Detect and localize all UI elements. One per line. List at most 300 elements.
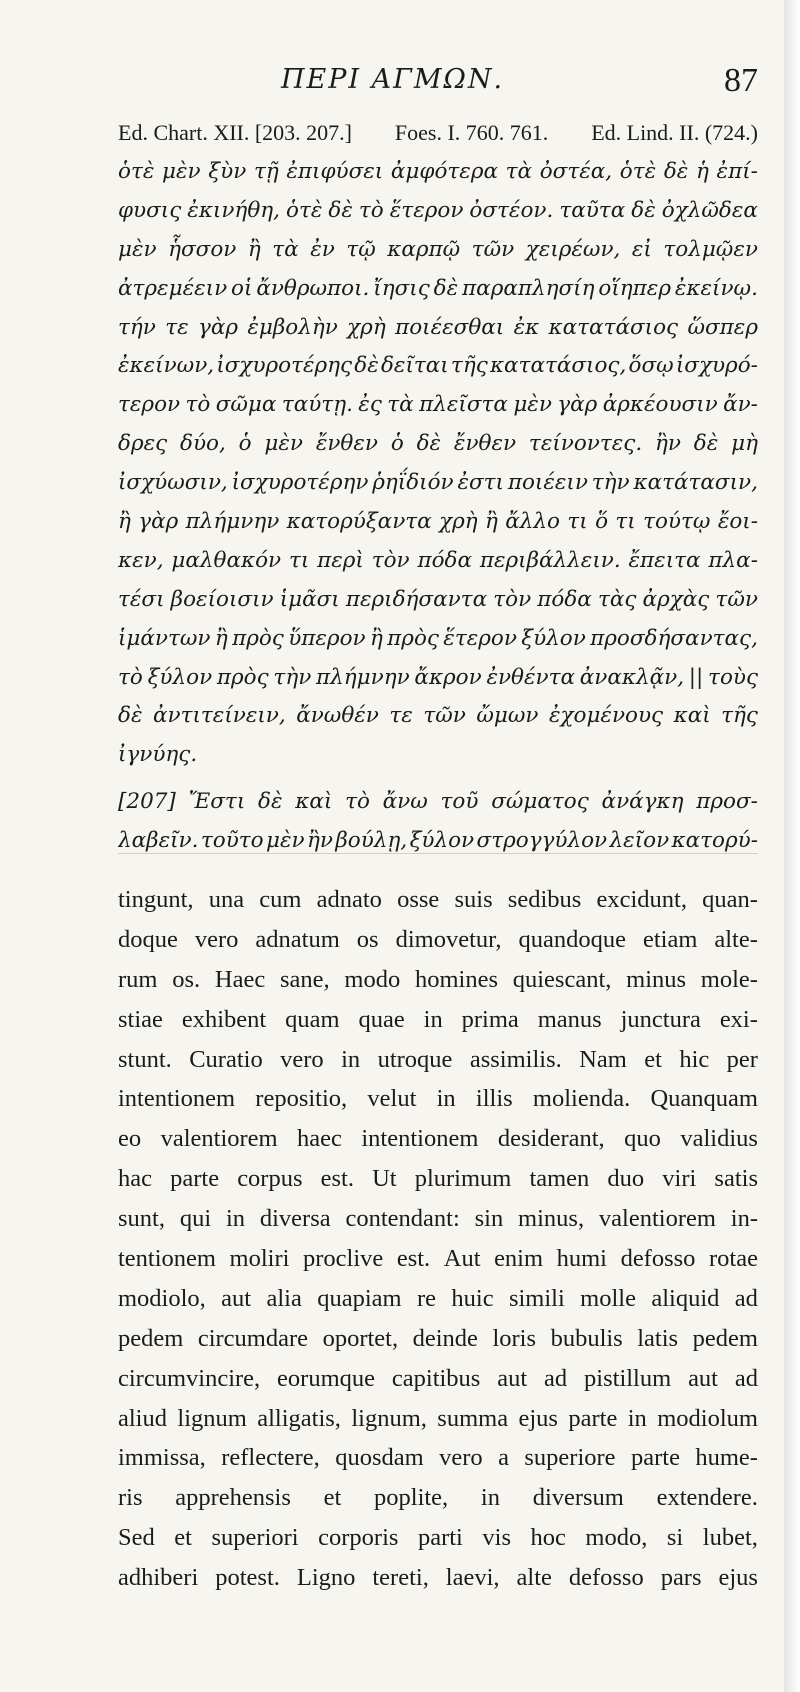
greek-text-line xyxy=(118,542,758,581)
word: ἀνακλᾷν, xyxy=(579,664,685,690)
word: hic xyxy=(679,1045,710,1073)
word: [207] xyxy=(118,789,176,814)
word: τῶν xyxy=(715,586,758,612)
greek-text-line xyxy=(118,153,758,192)
word: ὁ xyxy=(390,431,404,457)
word: vero xyxy=(439,1444,483,1472)
word: ἀρκέουσιν xyxy=(602,392,718,418)
word: huic xyxy=(451,1284,494,1312)
word: poplite, xyxy=(374,1484,449,1512)
word: adnato xyxy=(316,886,382,913)
word: ἀτρεμέειν xyxy=(118,275,228,301)
word: oportet, xyxy=(322,1324,399,1352)
word: excidunt, xyxy=(596,886,687,913)
word: τῆς xyxy=(721,703,758,729)
word: σῶμα xyxy=(215,392,277,418)
word: tamen xyxy=(529,1165,590,1193)
word: stunt. xyxy=(118,1045,172,1073)
word: desiderant, xyxy=(497,1125,605,1153)
word: τοὺς xyxy=(708,664,758,690)
word: χειρέων, xyxy=(525,236,621,262)
word: ἰσχυροτέρης xyxy=(216,353,353,379)
word: quosdam xyxy=(335,1444,424,1472)
word: τείνοντες. xyxy=(528,431,643,457)
word: Aut xyxy=(443,1245,481,1273)
word: ἢ xyxy=(369,625,383,651)
word: alte xyxy=(516,1564,552,1592)
word: qui xyxy=(179,1205,212,1233)
word: simili xyxy=(508,1284,565,1312)
word: ξὺν xyxy=(208,159,247,184)
word: ποιέειν xyxy=(507,470,588,496)
word: ὅ xyxy=(595,509,609,535)
word: aut xyxy=(688,1364,718,1392)
word: ἐνθέντα xyxy=(486,664,576,690)
word: ἐκείνῳ. xyxy=(674,275,758,301)
latin-text-line xyxy=(118,1319,758,1359)
word: ἐν xyxy=(310,236,335,262)
word: δὲ xyxy=(328,197,353,223)
word: a xyxy=(498,1444,509,1472)
word: ris xyxy=(118,1484,143,1512)
word: quiescant, xyxy=(512,965,612,993)
greek-text-line xyxy=(118,620,758,659)
word: minus, xyxy=(518,1205,585,1233)
greek-text-line xyxy=(118,231,758,270)
word: latis xyxy=(637,1324,679,1352)
word: τὴν xyxy=(273,664,312,690)
word: ἢ xyxy=(247,236,261,262)
word: χρὴ xyxy=(439,509,478,535)
greek-text-line xyxy=(118,464,758,503)
word: βούλῃ, xyxy=(335,828,408,853)
word: τῆς xyxy=(450,353,488,379)
word: τε xyxy=(165,314,189,340)
word: parti xyxy=(417,1524,463,1552)
word: ἐστι xyxy=(457,470,504,496)
word: corporis xyxy=(318,1524,399,1552)
word: τε xyxy=(389,703,413,729)
word: exi- xyxy=(719,1005,758,1033)
word: re xyxy=(416,1284,437,1312)
word: bubulis xyxy=(550,1324,623,1352)
word: ὕπερον xyxy=(288,625,366,651)
word: parte xyxy=(630,1444,680,1472)
word: lignum, xyxy=(351,1404,427,1432)
word: δὲ xyxy=(663,159,689,184)
word: reflectere, xyxy=(221,1444,320,1472)
word: ὁτὲ xyxy=(118,159,155,184)
word: κατάτασιν, xyxy=(633,470,758,496)
word: dimovetur, xyxy=(395,925,502,953)
word: τοῦτο xyxy=(200,828,264,853)
word: ῥηΐδιόν xyxy=(372,470,454,496)
word: ἐκινήθη, xyxy=(187,197,280,223)
word: aut xyxy=(221,1284,252,1312)
latin-text-line xyxy=(118,1279,758,1319)
word: ἢ xyxy=(214,625,228,651)
word: || xyxy=(688,664,704,690)
word: οἵηπερ xyxy=(598,275,671,301)
word: μὲν xyxy=(118,236,157,262)
word: περὶ xyxy=(317,547,364,573)
word: χρὴ xyxy=(347,314,386,340)
word: tingunt, xyxy=(118,886,194,913)
word: ad xyxy=(544,1364,568,1392)
word: capitibus xyxy=(391,1364,481,1392)
word: os. xyxy=(172,965,201,993)
word: δὲ xyxy=(258,789,283,814)
word: ἱμᾶσι xyxy=(279,586,340,612)
word: τὸν xyxy=(493,586,532,612)
word: τῶν xyxy=(471,236,515,262)
word: ἄνθρωποι. xyxy=(256,275,370,301)
word: τὸ xyxy=(358,197,384,223)
latin-text-line xyxy=(118,1000,758,1040)
word: γὰρ xyxy=(197,314,238,340)
word: aut xyxy=(497,1364,528,1392)
word: Curatio xyxy=(189,1045,263,1073)
word: osse xyxy=(397,886,440,913)
word: modiolum xyxy=(657,1404,758,1432)
word: ὅσῳ xyxy=(628,353,674,379)
word: vero xyxy=(280,1045,324,1073)
word: δὲ xyxy=(433,275,459,301)
word: et xyxy=(644,1045,662,1073)
word: τὴν xyxy=(591,470,630,496)
word: τῷ xyxy=(346,236,376,262)
greek-text-line xyxy=(118,581,758,620)
word: quam xyxy=(285,1005,340,1033)
word: μὲν xyxy=(266,828,305,853)
word: μὲν xyxy=(162,159,201,184)
word: ἐκ xyxy=(513,314,540,340)
word: quapiam xyxy=(317,1284,402,1312)
page-edge xyxy=(784,0,800,1692)
word: βοείοισιν xyxy=(170,586,274,612)
word: potest. xyxy=(215,1564,280,1592)
word: ὁτὲ xyxy=(286,197,323,223)
word: etiam xyxy=(642,925,698,953)
word: Nam xyxy=(579,1045,627,1073)
word: πρὸς xyxy=(232,625,284,651)
word: τολμῷεν xyxy=(663,236,758,262)
greek-section-207 xyxy=(118,782,758,860)
word: in xyxy=(341,1045,361,1073)
page-header xyxy=(118,58,758,108)
word: περιδήσαντα xyxy=(345,586,488,612)
latin-text-line xyxy=(118,1199,758,1239)
word: ἄνω xyxy=(382,789,428,814)
word: eo xyxy=(118,1125,142,1153)
word: ἡ xyxy=(695,159,709,184)
word: τοῦ xyxy=(440,789,479,814)
word: δὲ xyxy=(416,431,442,457)
latin-text-line xyxy=(118,1359,758,1399)
word: κατατάσιος xyxy=(548,314,679,340)
word: valentiorem xyxy=(598,1205,716,1233)
word: doque xyxy=(118,925,178,953)
word: καὶ xyxy=(673,703,711,729)
word: πρὸς xyxy=(216,664,269,690)
greek-text-line xyxy=(118,697,758,736)
word: κεν, xyxy=(118,547,164,573)
word: πόδα xyxy=(537,586,592,612)
word: ἧσσον xyxy=(168,236,237,262)
word: rum xyxy=(118,965,158,993)
word: τήν xyxy=(118,314,156,340)
word: diversa xyxy=(259,1205,331,1233)
word: ἢ xyxy=(485,509,498,535)
word: ξύλον xyxy=(521,625,586,651)
word: ἐκείνων, xyxy=(118,353,215,379)
word: ποιέεσθαι xyxy=(395,314,505,340)
word: modo, xyxy=(585,1524,648,1552)
word: τὰ xyxy=(272,236,299,262)
word: modo xyxy=(344,965,401,993)
word: οἱ xyxy=(231,275,253,301)
greek-text-line xyxy=(118,503,758,542)
word: satis xyxy=(714,1165,758,1193)
word: duo xyxy=(607,1165,645,1193)
word: sin xyxy=(474,1205,504,1233)
word: stiae xyxy=(118,1005,163,1033)
greek-text-line xyxy=(118,736,758,775)
word: rotae xyxy=(708,1245,758,1273)
latin-text-line xyxy=(118,920,758,960)
word: apprehensis xyxy=(175,1484,291,1512)
word: τι xyxy=(567,509,588,535)
word: τὸν xyxy=(371,547,410,573)
word: τῇ xyxy=(253,159,279,184)
word: moliri xyxy=(229,1245,290,1273)
latin-text-line xyxy=(118,1040,758,1080)
word: κατορύ- xyxy=(671,828,758,853)
word: quo xyxy=(624,1125,661,1153)
word: pedem xyxy=(692,1324,758,1352)
word: τὰ xyxy=(387,392,414,418)
word: ἄνωθέν xyxy=(296,703,379,729)
word: molle xyxy=(580,1284,636,1312)
word: manus xyxy=(537,1005,602,1033)
word: ταύτῃ. xyxy=(281,392,353,418)
word: illis xyxy=(475,1085,513,1113)
word: ἀρχὰς xyxy=(642,586,710,612)
word: alligatis, xyxy=(257,1404,341,1432)
word: in- xyxy=(730,1205,758,1233)
word: περιβάλλειν. xyxy=(479,547,621,573)
edition-chart-ref: Ed. Chart. XII. [203. 207.] xyxy=(118,120,353,145)
greek-text-line xyxy=(118,782,758,821)
word: mole- xyxy=(700,965,758,993)
word: defosso xyxy=(568,1564,644,1592)
word: ὥσπερ xyxy=(687,314,758,340)
word: laevi, xyxy=(445,1564,500,1592)
word: velut xyxy=(367,1085,417,1113)
latin-text-line xyxy=(118,1399,758,1439)
word: ἐς xyxy=(358,392,382,418)
word: validius xyxy=(680,1125,758,1153)
word: si xyxy=(666,1524,684,1552)
word: vero xyxy=(194,925,239,953)
word: τὰ xyxy=(505,159,533,184)
column-divider xyxy=(118,853,758,854)
word: ἕτερον xyxy=(443,625,517,651)
word: δεῖται xyxy=(380,353,449,379)
edition-lind-ref: Ed. Lind. II. (724.) xyxy=(591,120,758,145)
word: τούτῳ xyxy=(643,509,711,535)
word: τι xyxy=(615,509,636,535)
word: ὀστέα, xyxy=(539,159,613,184)
word: una xyxy=(208,886,245,913)
word: exhibent xyxy=(181,1005,267,1033)
word: hoc xyxy=(530,1524,566,1552)
word: est. xyxy=(320,1165,354,1193)
word: et xyxy=(174,1524,192,1552)
word: ξύλον xyxy=(147,664,213,690)
word: ἄκρον xyxy=(414,664,482,690)
word: in xyxy=(423,1005,443,1033)
word: ad xyxy=(734,1284,758,1312)
word: μὴ xyxy=(731,431,758,457)
word: δὲ xyxy=(354,353,379,379)
word: δύο, xyxy=(180,431,226,457)
word: tentionem xyxy=(118,1245,216,1273)
word: ἢ xyxy=(118,509,131,535)
word: alte- xyxy=(714,925,758,953)
word: in xyxy=(225,1205,246,1233)
word: σώματος xyxy=(491,789,589,814)
word: corpus xyxy=(237,1165,303,1193)
word: suis xyxy=(454,886,493,913)
word: superiore xyxy=(524,1444,616,1472)
word: in xyxy=(436,1085,456,1113)
latin-text-line xyxy=(118,1079,758,1119)
word: loris xyxy=(492,1324,537,1352)
word: ἐπί- xyxy=(716,159,758,184)
word: diversum xyxy=(532,1484,624,1512)
word: δρες xyxy=(118,431,168,457)
word: ἰσχύωσιν, xyxy=(118,470,228,496)
word: ὀστέον. xyxy=(469,197,554,223)
word: ejus xyxy=(718,1564,758,1592)
word: εἰ xyxy=(631,236,652,262)
word: τέσι xyxy=(118,586,165,612)
word: os xyxy=(356,925,379,953)
latin-text-line xyxy=(118,1119,758,1159)
word: ἔοι- xyxy=(717,509,758,535)
greek-text-line xyxy=(118,192,758,231)
word: δὲ xyxy=(631,197,656,223)
latin-text-line xyxy=(118,880,758,920)
word: ἄλλο xyxy=(505,509,560,535)
greek-text-block xyxy=(118,153,758,775)
word: προσδήσαντας, xyxy=(590,625,758,651)
word: pedem xyxy=(118,1324,184,1352)
word: Quanquam xyxy=(650,1085,758,1113)
word: τι xyxy=(288,547,310,573)
word: τὸ xyxy=(185,392,211,418)
word: pistillum xyxy=(584,1364,672,1392)
word: repositio, xyxy=(255,1085,348,1113)
word: ἀμφότερα xyxy=(390,159,498,184)
latin-text-line xyxy=(118,1159,758,1199)
word: λαβεῖν. xyxy=(118,828,199,853)
word: quandoque xyxy=(518,925,626,953)
word: ἢν xyxy=(307,828,333,853)
word: ἔπειτα xyxy=(628,547,701,573)
word: tereti, xyxy=(372,1564,429,1592)
word: parte xyxy=(568,1404,618,1432)
word: μὲν xyxy=(513,392,552,418)
greek-text-line xyxy=(118,659,758,698)
word: ὤμων xyxy=(476,703,539,729)
word: cum xyxy=(259,886,302,913)
word: junctura xyxy=(620,1005,701,1033)
greek-text-line xyxy=(118,425,758,464)
word: est. xyxy=(396,1245,431,1273)
word: ἐχομένους xyxy=(548,703,664,729)
word: λεῖον xyxy=(609,828,670,853)
word: per xyxy=(726,1045,758,1073)
word: ἰσχυροτέρην xyxy=(231,470,369,496)
word: ἕτερον xyxy=(389,197,464,223)
running-title: ΠΕΡΙ ΑΓΜΩΝ. xyxy=(281,64,505,95)
word: Haec xyxy=(214,965,266,993)
word: minus xyxy=(626,965,687,993)
word: sane, xyxy=(279,965,330,993)
word: πλεῖστα xyxy=(419,392,508,418)
word: in xyxy=(480,1484,500,1512)
word: valentiorem xyxy=(160,1125,278,1153)
word: Ligno xyxy=(296,1564,356,1592)
word: ξύλον xyxy=(409,828,475,853)
word: in xyxy=(627,1404,647,1432)
word: πρὸς xyxy=(387,625,439,651)
word: vis xyxy=(482,1524,511,1552)
word: τὰς xyxy=(597,586,637,612)
word: Ἔστι xyxy=(188,789,246,814)
word: δὲ xyxy=(118,703,143,729)
word: ἱμάντων xyxy=(118,625,211,651)
word: τῶν xyxy=(423,703,466,729)
word: prima xyxy=(461,1005,519,1033)
word: intentionem xyxy=(118,1085,236,1113)
word: ἀνάγκη xyxy=(601,789,684,814)
word: circumvincire, xyxy=(118,1364,261,1392)
word: τὸ xyxy=(345,789,370,814)
latin-text-line xyxy=(118,1518,758,1558)
word: lignum xyxy=(177,1404,247,1432)
word: ὀχλῶδεα xyxy=(661,197,758,223)
word: ἐπιφύσει xyxy=(286,159,384,184)
word: ἰσχυρό- xyxy=(675,353,758,379)
word: superiori xyxy=(211,1524,299,1552)
word: circumdare xyxy=(197,1324,309,1352)
word: ad xyxy=(734,1364,758,1392)
word: proclive xyxy=(303,1245,384,1273)
word: ὁ xyxy=(238,431,252,457)
word: ejus xyxy=(518,1404,558,1432)
word: καὶ xyxy=(295,789,333,814)
word: lubet, xyxy=(702,1524,758,1552)
word: parte xyxy=(170,1165,220,1193)
word: pars xyxy=(660,1564,702,1592)
word: haec xyxy=(297,1125,342,1153)
word: ταῦτα xyxy=(559,197,626,223)
word: ὁτὲ xyxy=(619,159,657,184)
word: quan- xyxy=(702,886,758,913)
